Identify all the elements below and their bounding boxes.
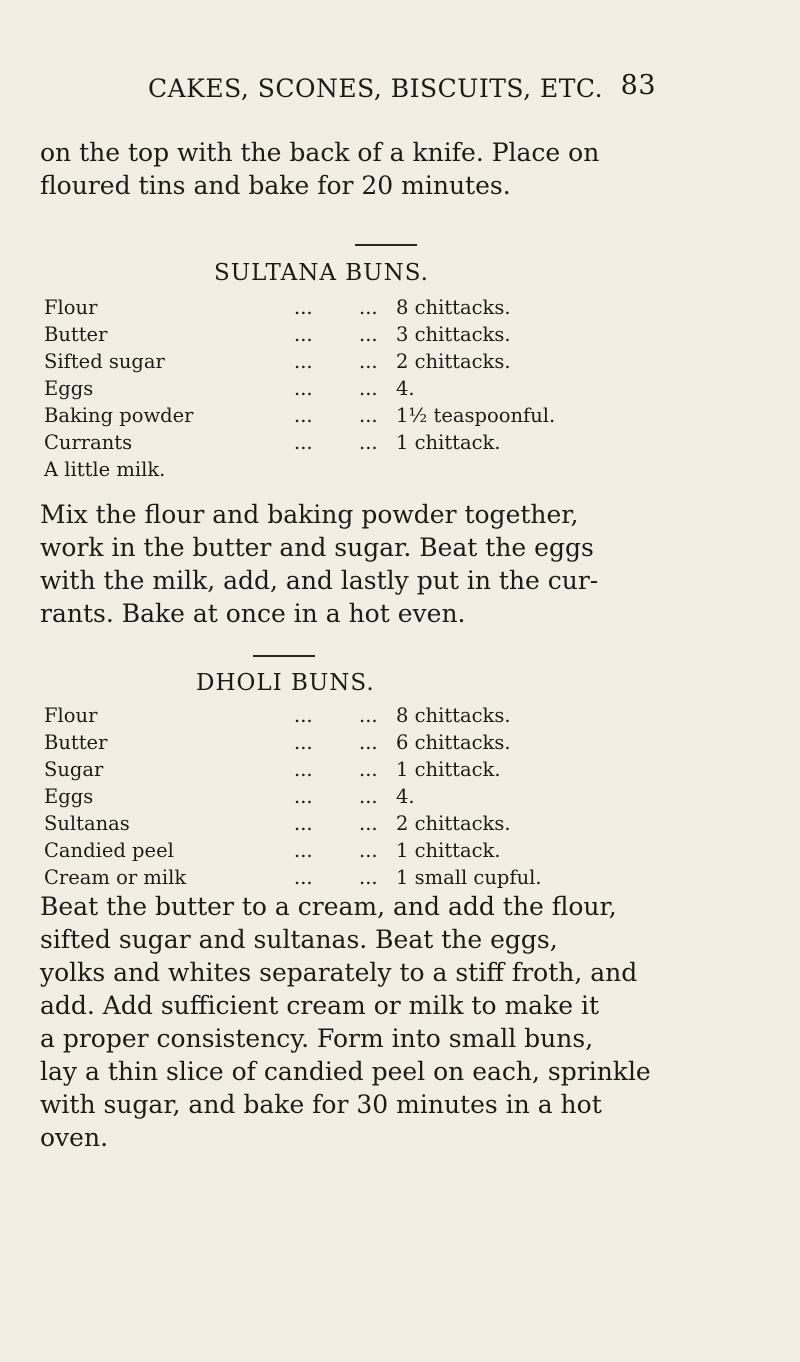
paragraph-line: Mix the flour and baking powder together, <box>40 500 579 529</box>
leader-dots: ... <box>294 731 313 754</box>
leader-dots: ... <box>359 731 378 754</box>
ingredient-name: Flour <box>44 296 98 319</box>
ingredient-quantity: 3 chittacks. <box>396 323 511 346</box>
paragraph-line: lay a thin slice of candied peel on each, sprinkle <box>40 1057 651 1086</box>
ingredient-row <box>44 810 764 837</box>
leader-dots: ... <box>359 866 378 889</box>
section-divider <box>355 244 417 246</box>
ingredient-name: Candied peel <box>44 839 174 862</box>
ingredient-quantity: 1 small cupful. <box>396 866 542 889</box>
ingredient-list-dholi-buns <box>44 702 764 891</box>
paragraph-line: on the top with the back of a knife. Place on <box>40 138 600 167</box>
leader-dots: ... <box>294 431 313 454</box>
paragraph-line: add. Add sufficient cream or milk to make it <box>40 991 600 1020</box>
method-paragraph-dholi-buns <box>40 890 775 1154</box>
leader-dots: ... <box>294 377 313 400</box>
ingredient-row <box>44 375 764 402</box>
ingredient-name: A little milk. <box>44 458 166 481</box>
leader-dots: ... <box>294 296 313 319</box>
paragraph-line: floured tins and bake for 20 minutes. <box>40 171 511 200</box>
intro-paragraph <box>40 136 775 202</box>
ingredient-quantity: 8 chittacks. <box>396 704 511 727</box>
ingredient-row <box>44 321 764 348</box>
ingredient-quantity: 1½ teaspoonful. <box>396 404 556 427</box>
ingredient-name: Sultanas <box>44 812 130 835</box>
leader-dots: ... <box>359 758 378 781</box>
running-head-title: CAKES, SCONES, BISCUITS, ETC. <box>148 74 604 103</box>
leader-dots: ... <box>359 323 378 346</box>
paragraph-line: work in the butter and sugar. Beat the eggs <box>40 533 594 562</box>
ingredient-row <box>44 729 764 756</box>
paragraph-line: yolks and whites separately to a stiff froth, and <box>40 958 638 987</box>
leader-dots: ... <box>359 812 378 835</box>
method-paragraph-sultana-buns <box>40 498 775 630</box>
ingredient-quantity: 2 chittacks. <box>396 350 511 373</box>
ingredient-quantity: 8 chittacks. <box>396 296 511 319</box>
ingredient-name: Sifted sugar <box>44 350 165 373</box>
paragraph-line: a proper consistency. Form into small buns, <box>40 1024 594 1053</box>
ingredient-quantity: 2 chittacks. <box>396 812 511 835</box>
page-number: 83 <box>620 70 656 101</box>
leader-dots: ... <box>294 839 313 862</box>
paragraph-line: sifted sugar and sultanas. Beat the eggs, <box>40 925 558 954</box>
paragraph-line: Beat the butter to a cream, and add the flour, <box>40 892 617 921</box>
leader-dots: ... <box>359 404 378 427</box>
ingredient-name: Butter <box>44 323 108 346</box>
ingredient-row <box>44 402 764 429</box>
leader-dots: ... <box>294 704 313 727</box>
leader-dots: ... <box>359 704 378 727</box>
ingredient-quantity: 4. <box>396 377 415 400</box>
leader-dots: ... <box>294 866 313 889</box>
leader-dots: ... <box>294 785 313 808</box>
ingredient-quantity: 1 chittack. <box>396 758 501 781</box>
ingredient-quantity: 6 chittacks. <box>396 731 511 754</box>
leader-dots: ... <box>359 296 378 319</box>
ingredient-name: Eggs <box>44 377 94 400</box>
recipe-heading-dholi-buns: DHOLI BUNS. <box>196 670 375 696</box>
ingredient-quantity: 1 chittack. <box>396 431 501 454</box>
ingredient-name: Eggs <box>44 785 94 808</box>
recipe-heading-sultana-buns: SULTANA BUNS. <box>214 260 429 286</box>
leader-dots: ... <box>294 404 313 427</box>
section-divider <box>253 655 315 657</box>
ingredient-list-sultana-buns <box>44 294 764 483</box>
leader-dots: ... <box>359 350 378 373</box>
leader-dots: ... <box>294 812 313 835</box>
ingredient-row <box>44 456 764 483</box>
ingredient-name: Butter <box>44 731 108 754</box>
ingredient-row <box>44 348 764 375</box>
ingredient-row <box>44 429 764 456</box>
paragraph-line: with sugar, and bake for 30 minutes in a hot <box>40 1090 602 1119</box>
paragraph-line: rants. Bake at once in a hot even. <box>40 599 466 628</box>
ingredient-row <box>44 837 764 864</box>
ingredient-row <box>44 294 764 321</box>
ingredient-row <box>44 756 764 783</box>
ingredient-name: Sugar <box>44 758 104 781</box>
leader-dots: ... <box>359 377 378 400</box>
ingredient-row <box>44 864 764 891</box>
leader-dots: ... <box>294 758 313 781</box>
leader-dots: ... <box>294 350 313 373</box>
ingredient-row <box>44 783 764 810</box>
ingredient-name: Baking powder <box>44 404 194 427</box>
leader-dots: ... <box>359 839 378 862</box>
leader-dots: ... <box>359 785 378 808</box>
leader-dots: ... <box>359 431 378 454</box>
ingredient-name: Currants <box>44 431 133 454</box>
ingredient-quantity: 4. <box>396 785 415 808</box>
leader-dots: ... <box>294 323 313 346</box>
paragraph-line: with the milk, add, and lastly put in the cur- <box>40 566 599 595</box>
ingredient-name: Cream or milk <box>44 866 187 889</box>
paragraph-line: oven. <box>40 1123 109 1152</box>
ingredient-quantity: 1 chittack. <box>396 839 501 862</box>
ingredient-row <box>44 702 764 729</box>
running-head <box>148 70 656 103</box>
ingredient-name: Flour <box>44 704 98 727</box>
